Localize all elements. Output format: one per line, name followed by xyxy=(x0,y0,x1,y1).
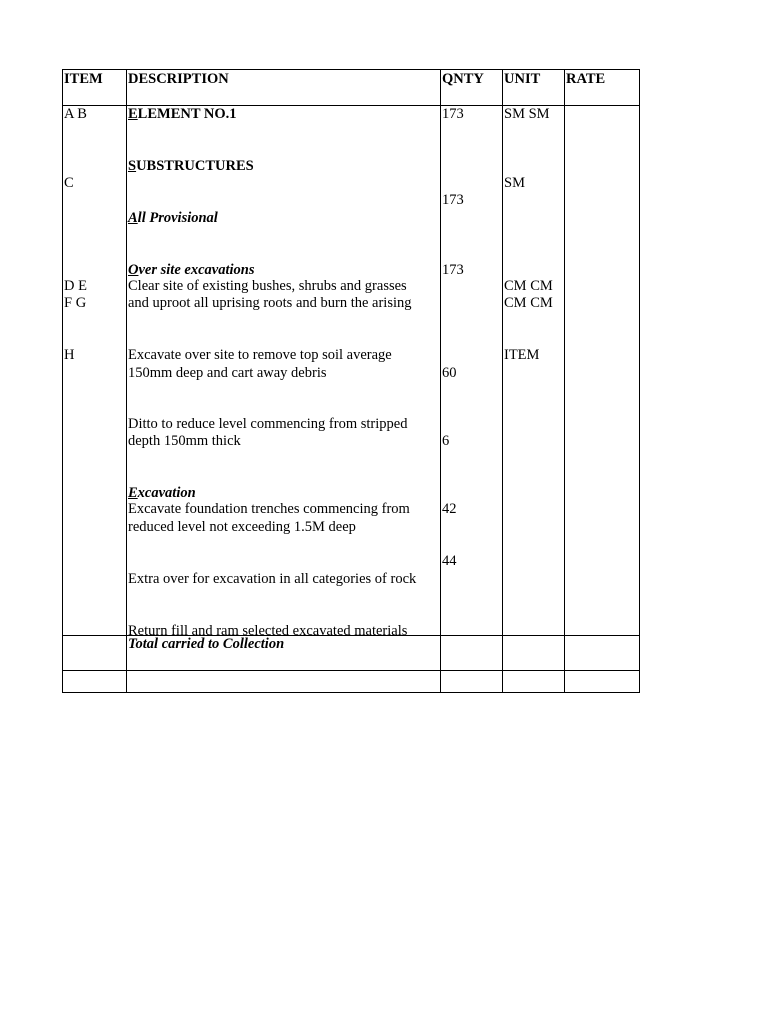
unit-value: ITEM xyxy=(504,347,540,363)
header-qnty: QNTY xyxy=(442,71,484,87)
item-codes: F G xyxy=(64,295,87,311)
quantity-value: 60 xyxy=(442,365,457,381)
header-item: ITEM xyxy=(64,71,103,87)
header-rate: RATE xyxy=(566,71,606,87)
header-description: DESCRIPTION xyxy=(128,71,229,87)
quantity-value: 6 xyxy=(442,433,450,449)
unit-value: CM CM xyxy=(504,295,553,311)
col-border-unit-rate xyxy=(564,69,565,693)
col-border-right xyxy=(639,69,640,693)
item-codes: D E xyxy=(64,278,87,294)
item-codes: C xyxy=(64,175,74,191)
description-line: Clear site of existing bushes, shrubs and grasses xyxy=(128,278,407,294)
excavation-heading: Excavation xyxy=(128,485,196,501)
table-bottom-border xyxy=(62,692,640,693)
element-heading: ELEMENT NO.1 xyxy=(128,106,237,122)
item-codes: A B xyxy=(64,106,87,122)
substructures-heading: SUBSTRUCTURES xyxy=(128,158,254,174)
col-border-left xyxy=(62,69,63,693)
description-line: depth 150mm thick xyxy=(128,433,241,449)
unit-value: SM SM xyxy=(504,106,550,122)
provisional-heading: All Provisional xyxy=(128,210,218,226)
description-line: Extra over for excavation in all categories of rock xyxy=(128,571,417,587)
description-line: Excavate foundation trenches commencing from xyxy=(128,501,410,517)
quantity-value: 173 xyxy=(442,106,464,122)
unit-value: CM CM xyxy=(504,278,553,294)
clipped-description-cell xyxy=(127,620,440,635)
description-line: Ditto to reduce level commencing from stripped xyxy=(128,416,408,432)
quantity-value: 173 xyxy=(442,262,464,278)
description-line: and uproot all uprising roots and burn the arising xyxy=(128,295,412,311)
header-unit: UNIT xyxy=(504,71,541,87)
total-carried-label: Total carried to Collection xyxy=(128,636,285,652)
description-line: Excavate over site to remove top soil average xyxy=(128,347,392,363)
description-line: Return fill and ram selected excavated materials xyxy=(128,623,408,635)
col-border-qnty-unit xyxy=(502,69,503,693)
quantity-value: 173 xyxy=(442,192,464,208)
over-site-excavations-heading: Over site excavations xyxy=(128,262,255,278)
col-border-desc-qnty xyxy=(440,69,441,693)
col-border-item-desc xyxy=(126,69,127,693)
total-row-bottom-border xyxy=(62,670,640,671)
quantity-value: 44 xyxy=(442,553,457,569)
unit-value: SM xyxy=(504,175,525,191)
table-top-border xyxy=(62,69,640,70)
description-line: 150mm deep and cart away debris xyxy=(128,365,327,381)
quantity-value: 42 xyxy=(442,501,457,517)
description-line: reduced level not exceeding 1.5M deep xyxy=(128,519,356,535)
item-codes: H xyxy=(64,347,75,363)
